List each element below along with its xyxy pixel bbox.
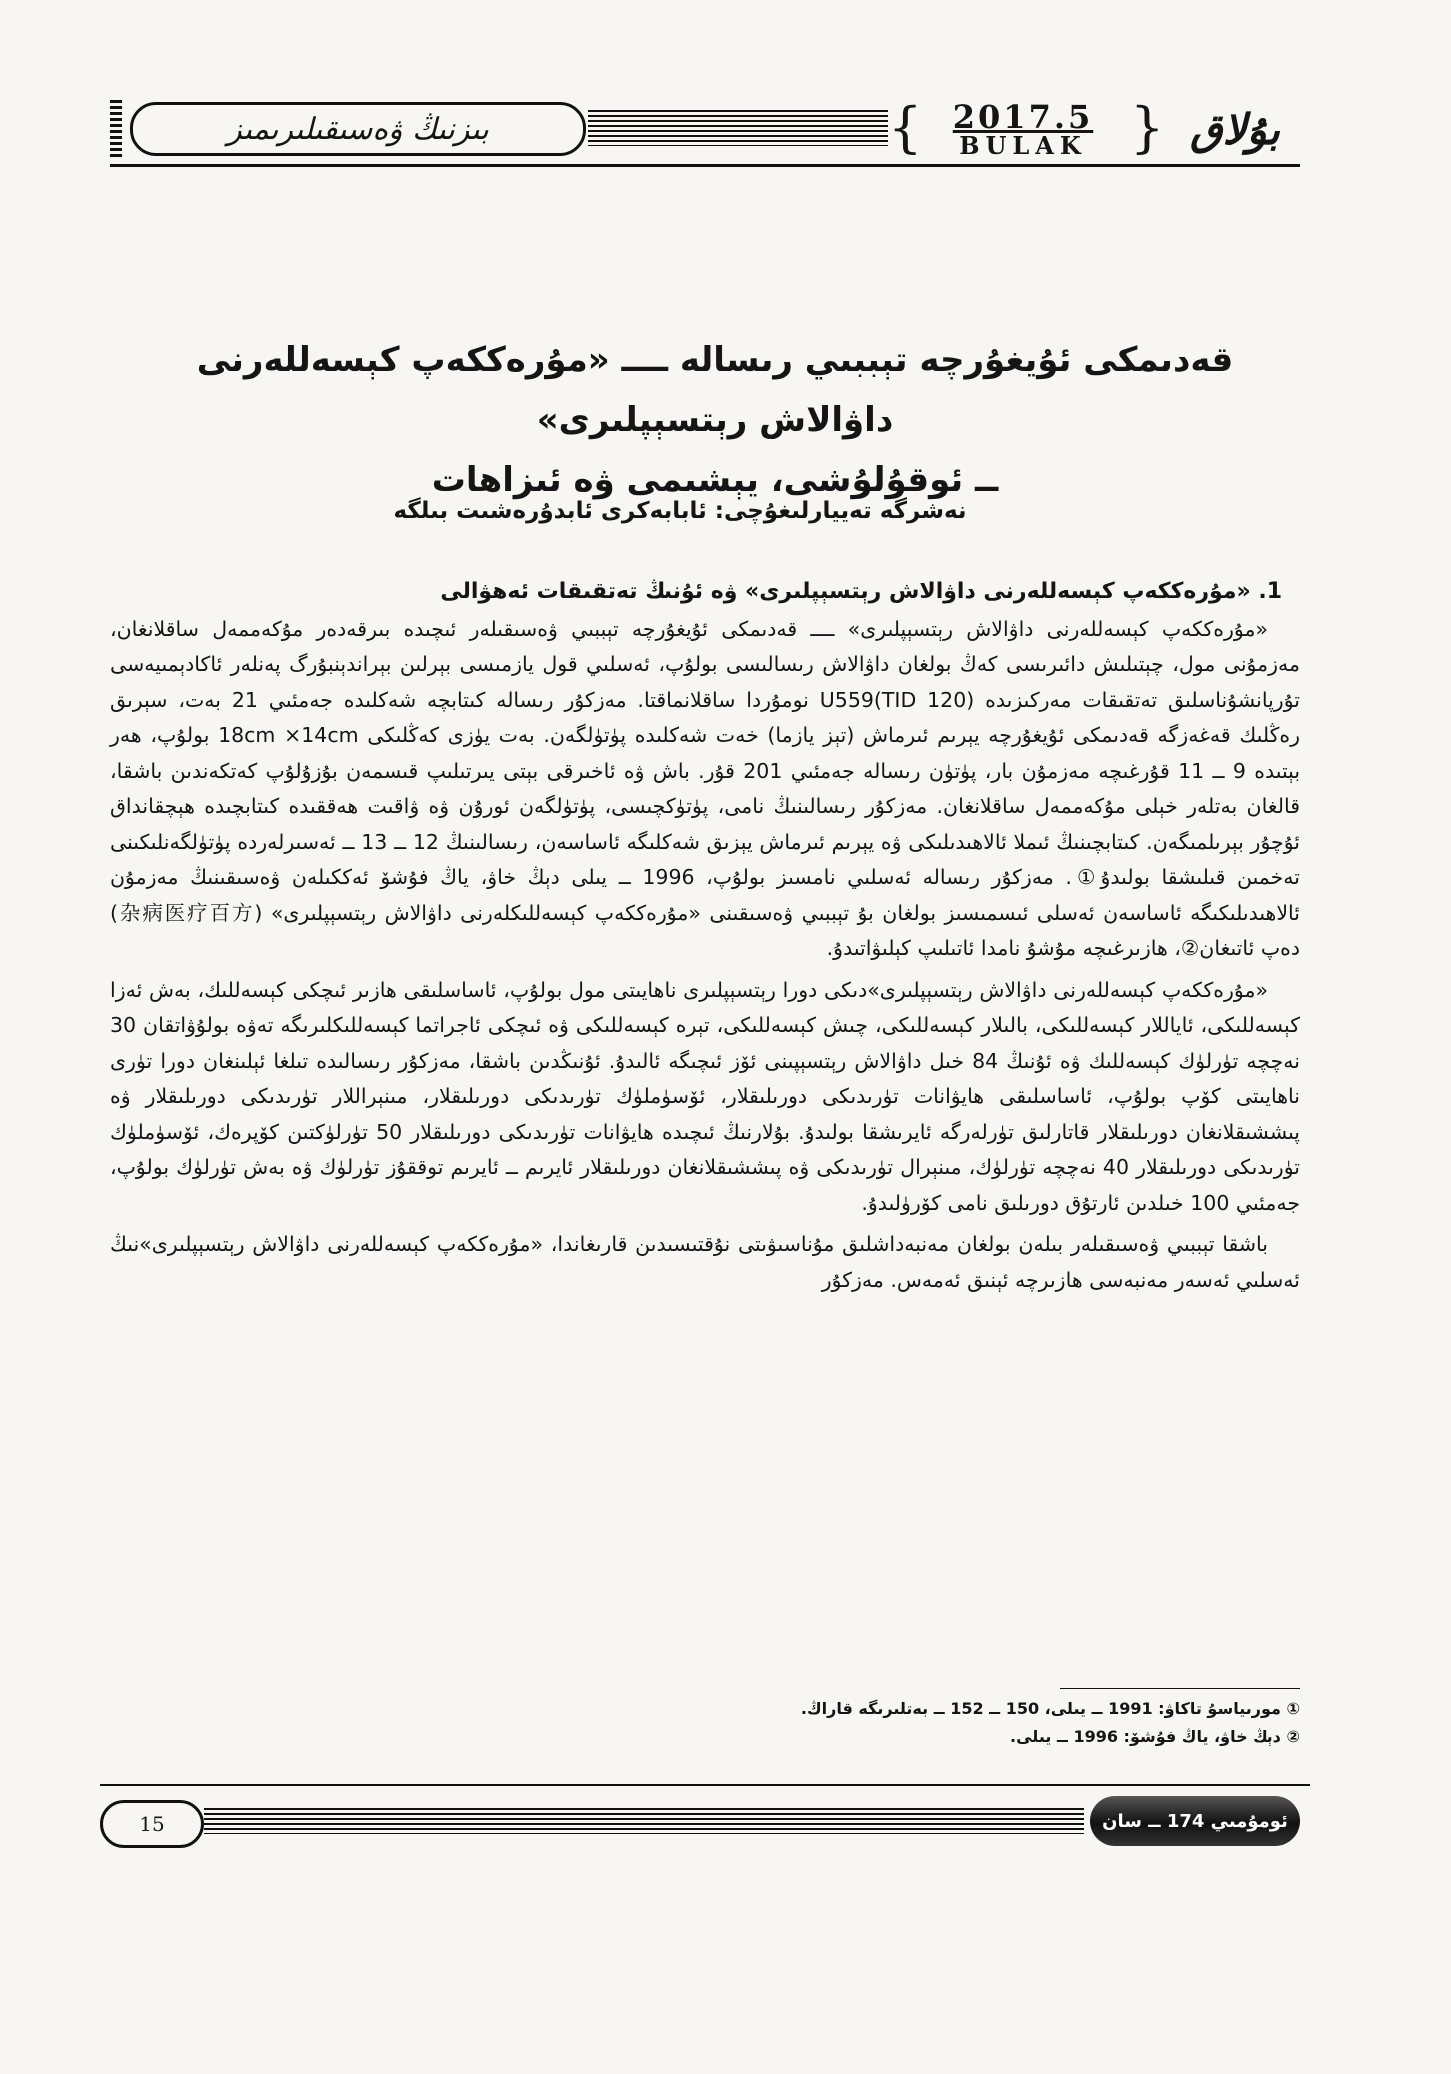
footnotes <box>560 1688 1300 1751</box>
page-footer <box>100 1796 1310 1852</box>
magazine-latin-name: BULAK <box>959 131 1087 160</box>
section-title: بىزنىڭ ۋەسىقىلىرىمىز <box>130 102 586 156</box>
issue-badge: ئومۇمىي 174 ــ سان <box>1090 1796 1300 1846</box>
footer-rule <box>100 1784 1310 1786</box>
page-header <box>110 96 1300 170</box>
paragraph-2: «مۇرەككەپ كېسەللەرنى داۋالاش رېتسېپلىرى»دىكى دورا رېتسېپلىرى ناھايىتى مول بولۇپ، ئاساسلىقى ھازىر ئىچكى كېسەللىك، بەش ئەزا كېسەللىكى، ئاياللار كېسەللىكى، بالىلار كېسەللىكى، چىش كېسەللىكى، تېرە كېسەللىكى ۋە ئىچكى ئاجراتما كېسەللىكلىرىگە تەۋە بولۇۋاتقان 30 نەچچە تۈرلۈك كېسەللىك ۋە ئۇنىڭ 84 خىل داۋالاش رېتسېپىنى ئۆز ئىچىگە ئالىدۇ. ئۇنىڭدىن باشقا، مەزكۇر رىسالىدە تىلغا ئېلىنغان دورا تۈرى ناھايىتى كۆپ بولۇپ، ئاساسلىقى ھايۋانات تۈرىدىكى دورىلىقلار، ئۆسۈملۈك تۈرىدىكى دورىلىقلار، مىنېراللار تۈرىدىكى دورىلىقلار ۋە پىششىقلانغان دورىلىقلار قاتارلىق تۈرلەرگە ئايرىشقا بولىدۇ. بۇلارنىڭ ئىچىدە ھايۋانات تۈرىدىكى دورىلىقلار 50 تۈرلۈكتىن كۆپرەك، ئۆسۈملۈك تۈرىدىكى دورىلىقلار 40 نەچچە تۈرلۈك، مىنېرال تۈرىدىكى ۋە پىششىقلانغان دورىلىقلار ئايرىم ــ ئايرىم توققۇز تۈرلۈك ۋە بەش تۈرلۈك بولۇپ، جەمئىي 100 خىلدىن ئارتۇق دورىلىق نامى كۆرۈلىدۇ. <box>110 977 1300 1215</box>
issue-year: 2017.5 <box>952 98 1094 136</box>
title-line-2: ــ ئوقۇلۇشى، يېشىمى ۋە ئىزاھات <box>431 460 999 500</box>
footer-ornament-lines <box>204 1808 1084 1834</box>
footnote-1: ① مورىياسۇ تاكاۋ: 1991 ــ يىلى، 150 ــ 152 ــ بەتلىرىگە قاراڭ. <box>800 1699 1300 1718</box>
issue-box <box>918 100 1128 158</box>
section-heading: 1. «مۇرەككەپ كېسەللەرنى داۋالاش رېتسېپلىرى» ۋە ئۇنىڭ تەتقىقات ئەھۋالى <box>440 579 1282 604</box>
left-brace-ornament: { <box>888 96 923 159</box>
title-line-1: قەدىمكى ئۇيغۇرچە تېببىي رىسالە ــــ «مۇرەككەپ كېسەللەرنى داۋالاش رېتسېپلىرى» <box>196 340 1234 440</box>
article-author: نەشرگە تەييارلىغۇچى: ئابابەكرى ئابدۇرەشىت بىلگە <box>393 498 967 524</box>
magazine-logo: بۇلاق <box>1190 104 1280 154</box>
header-rule <box>110 164 1300 167</box>
page-number: 15 <box>100 1800 204 1848</box>
footnote-2: ② دېڭ خاۋ، ياڭ فۇشۆ: 1996 ــ يىلى. <box>1010 1727 1300 1746</box>
paragraph-1: «مۇرەككەپ كېسەللەرنى داۋالاش رېتسېپلىرى» ــــ قەدىمكى ئۇيغۇرچە تېببىي ۋەسىقىلەر ئىچىدە بىرقەدەر مۇكەممەل ساقلانغان، مەزمۇنى مول، چېتىلىش دائىرىسى كەڭ بولغان داۋالاش رىسالىسى بولۇپ، ئەسلىي قول يازمىسى بېرلىن بېراندېنبۇرگ پەنلەر ئاكادېمىيەسى تۇرپانشۇناسلىق تەتقىقات مەركىزىدە U559(TID 120) نومۇردا ساقلانماقتا. مەزكۇر رىسالە كىتابچە شەكلىدە جەمئىي 21 بەت، سېرىق رەڭلىك قەغەزگە قەدىمكى ئۇيغۇرچە يېرىم ئىرماش (تېز يازما) خەت شەكلىدە پۈتۈلگەن. بەت يۈزى كەڭلىكى 18cm ×14cm بولۇپ، ھەر بېتىدە 9 ــ 11 قۇرغىچە مەزمۇن بار، پۈتۈن رىسالە جەمئىي 201 قۇر. باش ۋە ئاخىرقى بېتى يىرتىلىپ قىسمەن بۇزۇلۇپ كەتكەندىن باشقا، قالغان بەتلەر خېلى مۇكەممەل ساقلانغان. مەزكۇر رىسالىنىڭ نامى، پۈتۈكچىسى، پۈتۈلگەن ئورۇن ۋە ۋاقىت ھەققىدە كىتابچىدە ھېچقانداق ئۇچۇر بېرىلمىگەن. كىتابچىنىڭ ئىملا ئالاھىدىلىكى ۋە يېرىم ئىرماش يېزىق شەكلىگە ئاساسەن، رىسالىنىڭ 12 ــ 13 ــ ئەسىرلەردە پۈتۈلگەنلىكىنى تەخمىن قىلىشقا بولىدۇ①. مەزكۇر رىسالە ئەسلىي نامسىز بولۇپ، 1996 ــ يىلى دېڭ خاۋ، ياڭ فۇشۆ ئەككىلەن ۋەسىقىنىڭ مەزمۇن ئالاھىدىلىكىگە ئاساسەن ئەسلى ئىسمىسىز بولغان بۇ تېببىي ۋەسىقىنى «مۇرەككەپ كېسەللىكلەرنى داۋالاش رېتسېپلىرى» (杂病医疗百方) دەپ ئاتىغان②، ھازىرغىچە مۇشۇ نامدا ئاتىلىپ كېلىۋاتىدۇ. <box>110 616 1301 960</box>
header-ornament-lines <box>588 110 888 146</box>
article-title <box>130 330 1300 510</box>
paragraph-3: باشقا تېببىي ۋەسىقىلەر بىلەن بولغان مەنبەداشلىق مۇناسىۋىتى نۇقتىسىدىن قارىغاندا، «مۇرەككەپ كېسەللەرنى داۋالاش رېتسېپلىرى»نىڭ ئەسلىي ئەسەر مەنبەسى ھازىرچە ئېنىق ئەمەس. مەزكۇر <box>110 1232 1300 1292</box>
footnote-rule <box>1060 1688 1300 1689</box>
right-brace-ornament: } <box>1130 96 1165 159</box>
header-ornament-bars <box>110 100 122 160</box>
